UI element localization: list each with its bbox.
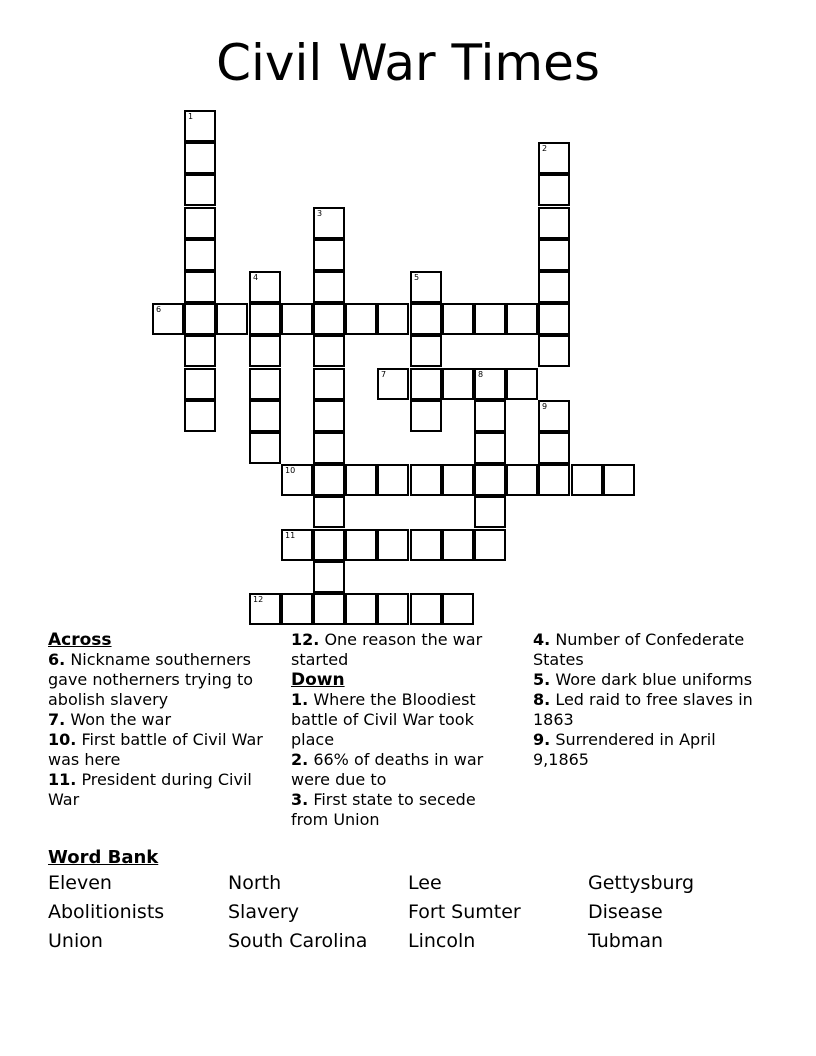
crossword-cell[interactable] (313, 529, 345, 561)
crossword-cell[interactable] (377, 529, 409, 561)
crossword-cell[interactable] (474, 464, 506, 496)
clue-number: 7. (48, 710, 66, 729)
clue-number-label: 6 (156, 305, 162, 314)
crossword-cell[interactable] (506, 464, 538, 496)
clue-text: Surrendered in April 9,1865 (533, 730, 716, 769)
word-bank-item: Eleven (48, 872, 112, 894)
crossword-cell[interactable] (184, 207, 216, 239)
clue-number: 3. (291, 790, 309, 809)
crossword-cell[interactable] (281, 464, 313, 496)
crossword-cell[interactable] (571, 464, 603, 496)
clue-text: Wore dark blue uniforms (555, 670, 753, 689)
word-bank-item: Gettysburg (588, 872, 695, 894)
crossword-cell[interactable] (313, 303, 345, 335)
crossword-cell[interactable] (313, 271, 345, 303)
crossword-cell[interactable] (442, 303, 474, 335)
clue-number-label: 7 (381, 370, 387, 379)
crossword-cell[interactable] (345, 464, 377, 496)
crossword-cell[interactable] (313, 496, 345, 528)
clue-text: Led raid to free slaves in 1863 (533, 690, 753, 729)
clue-text: Number of Confederate States (533, 630, 745, 669)
word-bank-item: Slavery (228, 901, 299, 923)
word-bank-item: Fort Sumter (408, 901, 521, 923)
crossword-cell[interactable] (538, 432, 570, 464)
clue-number: 12. (291, 630, 320, 649)
crossword-cell[interactable] (249, 303, 281, 335)
word-bank-heading: Word Bank (48, 847, 159, 868)
clue-number-label: 8 (478, 370, 484, 379)
clues-column-1 (48, 630, 274, 810)
clue-number: 11. (48, 770, 77, 789)
word-bank-item: South Carolina (228, 930, 368, 952)
clue-number: 10. (48, 730, 77, 749)
word-bank-item: Disease (588, 901, 663, 923)
clue-text: First state to secede from Union (291, 790, 476, 829)
crossword-cell[interactable] (313, 593, 345, 625)
crossword-cell[interactable] (249, 432, 281, 464)
clue-down-3 (291, 790, 511, 830)
clue-number: 1. (291, 690, 309, 709)
word-bank-item: Lincoln (408, 930, 476, 952)
crossword-cell[interactable] (313, 432, 345, 464)
crossword-cell[interactable] (442, 368, 474, 400)
clue-down-5 (533, 670, 753, 690)
clue-number-label: 10 (285, 466, 296, 475)
crossword-cell[interactable] (410, 271, 442, 303)
word-bank-item: Union (48, 930, 103, 952)
clue-number: 4. (533, 630, 551, 649)
crossword-cell[interactable] (474, 529, 506, 561)
crossword-cell[interactable] (249, 335, 281, 367)
crossword-cell[interactable] (538, 335, 570, 367)
clue-number-label: 9 (542, 402, 548, 411)
clues-column-3 (533, 630, 753, 770)
crossword-cell[interactable] (281, 593, 313, 625)
crossword-cell[interactable] (538, 174, 570, 206)
clue-text: President during Civil War (48, 770, 252, 809)
crossword-cell[interactable] (377, 593, 409, 625)
clue-text: One reason the war started (291, 630, 483, 669)
crossword-cell[interactable] (184, 110, 216, 142)
crossword-cell[interactable] (442, 593, 474, 625)
across-heading: Across (48, 630, 112, 650)
crossword-cell[interactable] (249, 368, 281, 400)
crossword-cell[interactable] (313, 368, 345, 400)
clue-number: 8. (533, 690, 551, 709)
clue-across-7 (48, 710, 274, 730)
crossword-cell[interactable] (184, 142, 216, 174)
crossword-cell[interactable] (474, 303, 506, 335)
clue-down-1 (291, 690, 511, 750)
crossword-cell[interactable] (377, 464, 409, 496)
crossword-cell[interactable] (442, 464, 474, 496)
clue-across-12 (291, 630, 511, 670)
clue-text: Where the Bloodiest battle of Civil War took place (291, 690, 476, 749)
clue-text: Nickname southerners gave notherners trying to abolish slavery (48, 650, 254, 709)
clues-column-2 (291, 630, 511, 830)
crossword-cell[interactable] (313, 464, 345, 496)
crossword-cell[interactable] (313, 400, 345, 432)
clue-down-9 (533, 730, 753, 770)
clue-across-11 (48, 770, 274, 810)
crossword-cell[interactable] (442, 529, 474, 561)
crossword-cell[interactable] (410, 335, 442, 367)
crossword-cell[interactable] (345, 593, 377, 625)
clue-number-label: 5 (414, 273, 420, 282)
word-bank-item: North (228, 872, 282, 894)
crossword-cell[interactable] (538, 400, 570, 432)
crossword-cell[interactable] (345, 303, 377, 335)
crossword-cell[interactable] (377, 303, 409, 335)
crossword-cell[interactable] (184, 368, 216, 400)
clue-number: 5. (533, 670, 551, 689)
crossword-cell[interactable] (538, 239, 570, 271)
crossword-cell[interactable] (506, 368, 538, 400)
crossword-cell[interactable] (184, 239, 216, 271)
clue-number-label: 11 (285, 531, 296, 540)
crossword-cell[interactable] (410, 529, 442, 561)
clue-down-2 (291, 750, 511, 790)
crossword-cell[interactable] (506, 303, 538, 335)
clue-text: First battle of Civil War was here (48, 730, 263, 769)
crossword-cell[interactable] (281, 303, 313, 335)
clue-down-4 (533, 630, 753, 670)
crossword-cell[interactable] (410, 464, 442, 496)
crossword-cell[interactable] (538, 464, 570, 496)
clue-down-8 (533, 690, 753, 730)
crossword-cell[interactable] (313, 207, 345, 239)
page-title: Civil War Times (216, 34, 600, 92)
crossword-cell[interactable] (474, 400, 506, 432)
crossword-cell[interactable] (313, 561, 345, 593)
crossword-cell[interactable] (184, 271, 216, 303)
clue-number: 2. (291, 750, 309, 769)
clue-number-label: 3 (317, 209, 323, 218)
crossword-cell[interactable] (184, 303, 216, 335)
crossword-cell[interactable] (345, 529, 377, 561)
crossword-cell[interactable] (410, 303, 442, 335)
crossword-cell[interactable] (313, 239, 345, 271)
clue-across-10 (48, 730, 274, 770)
crossword-cell[interactable] (184, 335, 216, 367)
crossword-cell[interactable] (538, 142, 570, 174)
crossword-cell[interactable] (249, 400, 281, 432)
crossword-cell[interactable] (184, 400, 216, 432)
crossword-cell[interactable] (313, 335, 345, 367)
crossword-cell[interactable] (249, 271, 281, 303)
crossword-cell[interactable] (474, 496, 506, 528)
crossword-cell[interactable] (216, 303, 248, 335)
crossword-cell[interactable] (249, 593, 281, 625)
word-bank-item: Abolitionists (48, 901, 165, 923)
crossword-cell[interactable] (474, 368, 506, 400)
clue-across-6 (48, 650, 274, 710)
crossword-cell[interactable] (410, 400, 442, 432)
crossword-cell[interactable] (152, 303, 184, 335)
crossword-cell[interactable] (538, 271, 570, 303)
crossword-cell[interactable] (603, 464, 635, 496)
down-heading: Down (291, 670, 345, 690)
word-bank-item: Tubman (588, 930, 664, 952)
crossword-cell[interactable] (410, 368, 442, 400)
clue-number-label: 12 (253, 595, 264, 604)
clue-text: 66% of deaths in war were due to (291, 750, 484, 789)
crossword-cell[interactable] (377, 368, 409, 400)
clue-number: 6. (48, 650, 66, 669)
clue-text: Won the war (70, 710, 172, 729)
clue-number-label: 1 (188, 112, 194, 121)
clue-number-label: 4 (253, 273, 259, 282)
word-bank (48, 872, 768, 953)
crossword-cell[interactable] (184, 174, 216, 206)
crossword-cell[interactable] (281, 529, 313, 561)
crossword-cell[interactable] (410, 593, 442, 625)
word-bank-item: Lee (408, 872, 442, 894)
clue-number: 9. (533, 730, 551, 749)
crossword-cell[interactable] (538, 207, 570, 239)
clue-number-label: 2 (542, 144, 548, 153)
crossword-cell[interactable] (474, 432, 506, 464)
crossword-cell[interactable] (538, 303, 570, 335)
